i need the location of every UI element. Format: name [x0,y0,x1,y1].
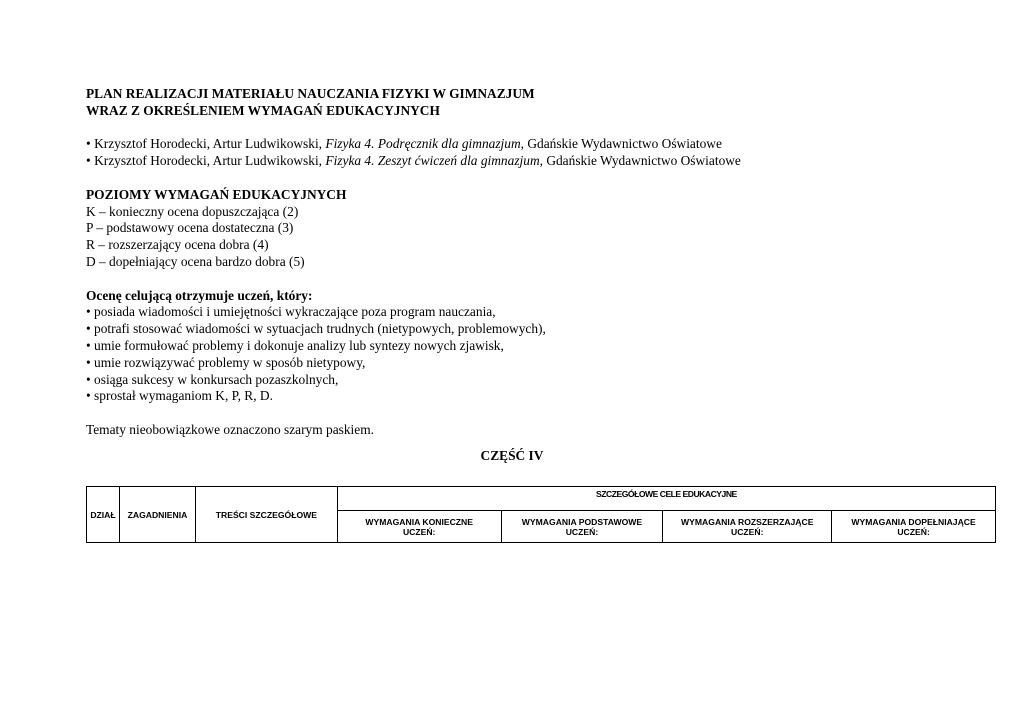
group-header-cele: SZCZEGÓŁOWE CELE EDUKACYJNE [337,487,995,511]
column-header-wymagania-podstawowe [501,511,663,543]
book-title: Fizyka 4. Zeszyt ćwiczeń dla gimnazjum [325,153,540,169]
part-title: CZĘŚĆ IV [480,447,544,463]
header-line: WYMAGANIA PODSTAWOWE [521,516,643,527]
book-reference-2 [86,153,996,170]
book-authors: Krzysztof Horodecki, Artur Ludwikowski, [94,136,326,152]
book-publisher: , Gdańskie Wydawnictwo Oświatowe [520,136,722,152]
header-line: UCZEŃ: [565,526,599,537]
bullet: • [86,153,91,169]
column-header-wymagania-rozszerzajace [663,511,832,543]
book-authors: Krzysztof Horodecki, Artur Ludwikowski, [94,153,326,169]
document-title-line-2: WRAZ Z OKREŚLENIEM WYMAGAŃ EDUKACYJNYCH [86,102,440,118]
level-item: P – podstawowy ocena dostateczna (3) [86,220,294,236]
column-header-dzial: DZIAŁ [87,487,120,543]
excellent-grade-heading: Ocenę celującą otrzymuje uczeń, który: [86,287,313,303]
levels-heading: POZIOMY WYMAGAŃ EDUKACYJNYCH [86,186,347,202]
requirements-table [86,486,996,543]
excellent-item: • osiąga sukcesy w konkursach pozaszkolnych, [86,371,339,387]
bullet: • [86,136,91,152]
excellent-item: • posiada wiadomości i umiejętności wykraczające poza program nauczania, [86,304,496,320]
excellent-item: • umie rozwiązywać problemy w sposób nietypowy, [86,354,366,370]
header-line: UCZEŃ: [731,526,764,537]
book-publisher: , Gdańskie Wydawnictwo Oświatowe [539,153,741,169]
column-header-tresci: TREŚCI SZCZEGÓŁOWE [195,487,337,543]
level-item: K – konieczny ocena dopuszczająca (2) [86,203,299,219]
excellent-item: • potrafi stosować wiadomości w sytuacjach trudnych (nietypowych, problemowych), [86,321,546,337]
book-title: Fizyka 4. Podręcznik dla gimnazjum [325,136,521,152]
excellent-item: • umie formułować problemy i dokonuje analizy lub syntezy nowych zjawisk, [86,337,504,353]
level-item: D – dopełniający ocena bardzo dobra (5) [86,253,305,269]
book-reference-1 [86,136,996,153]
column-header-zagadnienia: ZAGADNIENIA [119,487,195,543]
document-title-line-1: PLAN REALIZACJI MATERIAŁU NAUCZANIA FIZYKI W GIMNAZJUM [86,86,535,101]
header-line: UCZEŃ: [897,526,930,537]
header-line: WYMAGANIA DOPEŁNIAJĄCE [851,516,976,527]
column-header-wymagania-dopelniajace [832,511,996,543]
level-item: R – rozszerzający ocena dobra (4) [86,237,269,253]
optional-topics-note: Tematy nieobowiązkowe oznaczono szarym paskiem. [86,421,374,437]
document-page [86,86,996,478]
column-header-wymagania-konieczne [337,511,501,543]
header-line: UCZEŃ: [402,526,436,537]
header-line: WYMAGANIA KONIECZNE [365,516,473,527]
header-line: WYMAGANIA ROZSZERZAJĄCE [681,516,814,527]
excellent-item: • sprostał wymaganiom K, P, R, D. [86,388,273,404]
